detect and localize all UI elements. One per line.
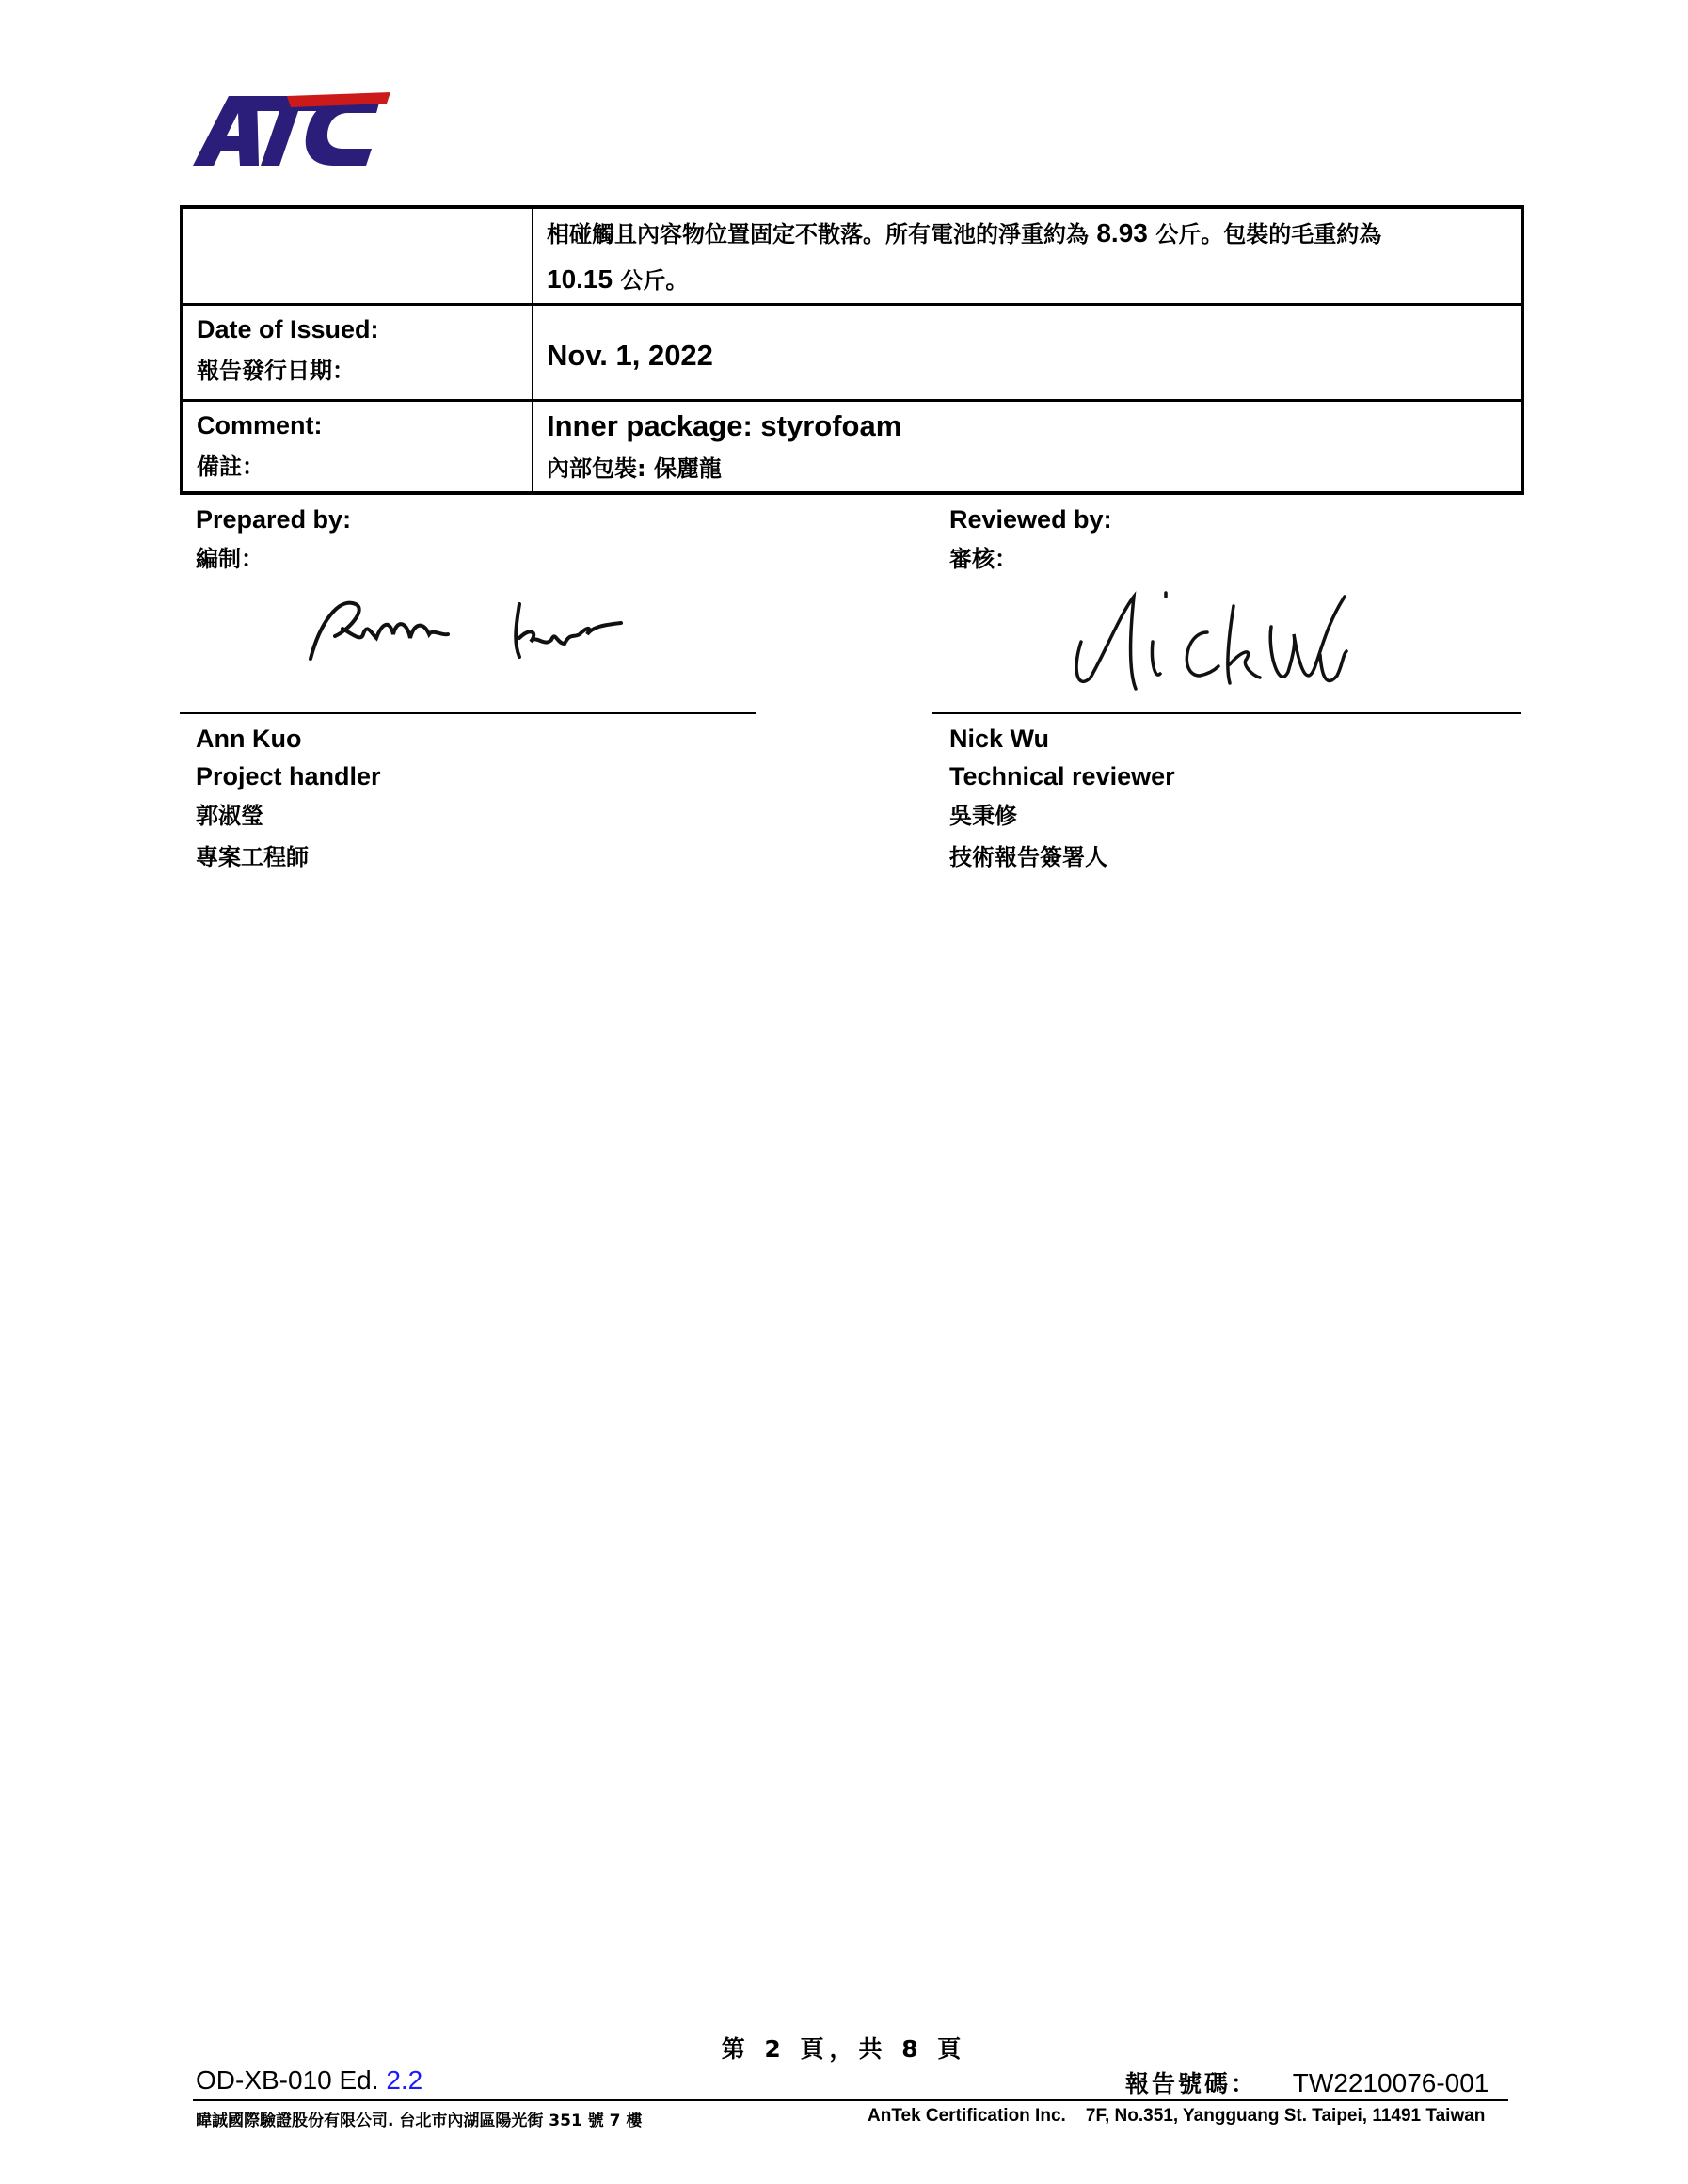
report-number-label: 報告號碼：	[1125, 2070, 1258, 2097]
date-value: Nov. 1, 2022	[547, 339, 713, 372]
prepared-title-zh: 專案工程師	[196, 844, 309, 870]
reviewed-by-label-zh: 審核：	[949, 546, 1017, 572]
reviewed-name-block	[949, 720, 1175, 878]
prepared-by-block	[196, 503, 351, 575]
weights-cell	[533, 207, 1522, 305]
reviewed-signature-line	[932, 712, 1521, 714]
reviewed-by-label-en: Reviewed by:	[949, 505, 1112, 534]
report-info-table	[180, 205, 1524, 495]
empty-label-cell	[182, 207, 533, 305]
comment-value-zh: 內部包裝: 保麗龍	[547, 455, 722, 482]
date-label-en: Date of Issued:	[197, 315, 379, 343]
table-row-comment	[182, 401, 1522, 493]
prepared-by-label-en: Prepared by:	[196, 505, 352, 534]
reviewed-signature	[1068, 585, 1388, 708]
comment-value-en: Inner package: styrofoam	[547, 409, 902, 442]
prepared-by-label-zh: 編制：	[196, 546, 263, 572]
reviewed-name-en: Nick Wu	[949, 725, 1050, 753]
report-number-value: TW2210076-001	[1292, 2068, 1489, 2097]
doc-code-text: OD-XB-010 Ed.	[196, 2065, 379, 2095]
reviewed-title-zh: 技術報告簽署人	[949, 844, 1107, 870]
page-indicator: 第 2 頁，共 8 頁	[721, 2035, 967, 2063]
prepared-signature-line	[180, 712, 756, 714]
date-label-cell	[182, 305, 533, 401]
reviewed-name-zh: 吳秉修	[949, 803, 1017, 829]
doc-version: 2.2	[386, 2065, 423, 2095]
prepared-name-block	[196, 720, 381, 878]
net-weight-unit: 公斤。包裝的毛重約為	[1155, 221, 1382, 247]
comment-label-en: Comment:	[197, 411, 323, 439]
company-address-en: AnTek Certification Inc. 7F, No.351, Yangguang St. Taipei, 11491 Taiwan	[868, 2106, 1486, 2126]
gross-weight-value: 10.15	[547, 264, 613, 294]
reviewed-title-en: Technical reviewer	[949, 762, 1175, 790]
weights-text	[547, 211, 1507, 303]
comment-label-cell	[182, 401, 533, 493]
prepared-name-zh: 郭淑瑩	[196, 803, 263, 829]
date-label-zh: 報告發行日期：	[197, 358, 355, 384]
table-row-weights	[182, 207, 1522, 305]
prepared-name-en: Ann Kuo	[196, 725, 302, 753]
gross-weight-unit: 公斤。	[620, 267, 689, 294]
prepared-signature	[301, 585, 640, 670]
prepared-title-en: Project handler	[196, 762, 381, 790]
table-row-date	[182, 305, 1522, 401]
comment-label-zh: 備註：	[197, 454, 264, 480]
atc-logo	[193, 92, 390, 169]
doc-code	[196, 2065, 422, 2096]
reviewed-by-block	[949, 503, 1112, 575]
continued-text: 相碰觸且內容物位置固定不散落。所有電池的淨重約為	[547, 221, 1089, 247]
date-value-cell	[533, 305, 1522, 401]
net-weight-value: 8.93	[1096, 218, 1148, 247]
company-address-zh: 暐誠國際驗證股份有限公司. 台北市內湖區陽光街 351 號 7 樓	[196, 2112, 643, 2130]
comment-value-cell	[533, 401, 1522, 493]
footer-divider	[193, 2099, 1508, 2101]
report-number	[1125, 2065, 1489, 2099]
